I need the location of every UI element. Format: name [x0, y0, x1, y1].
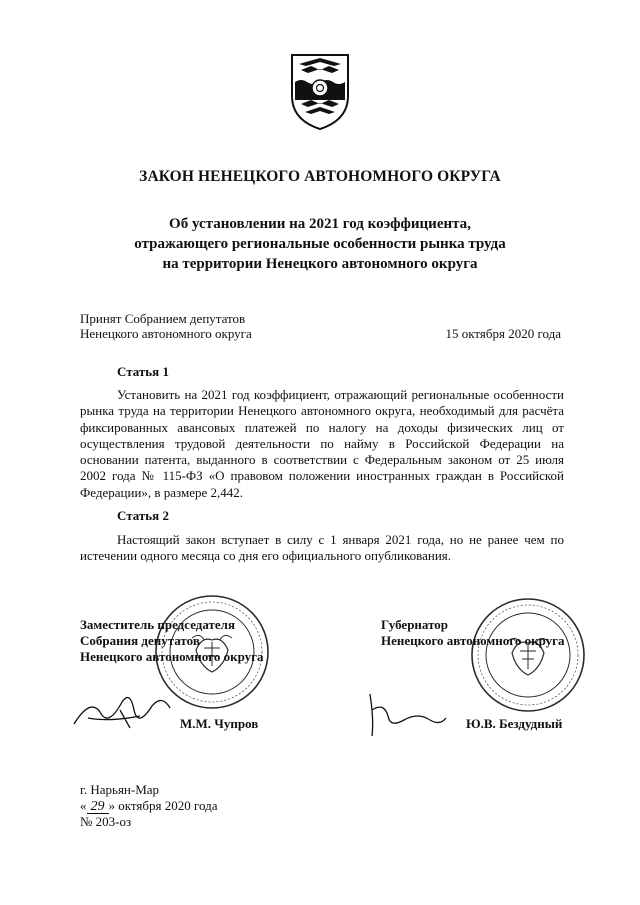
city: г. Нарьян-Мар [80, 782, 160, 797]
article-text: Установить на 2021 год коэффициент, отражающий региональные особенности рынка труда на территории Ненецкого автономного округа, необходимый для расчёта фиксированных авансовых платежей по налогу на доходы физических лиц от осуществления трудовой деятельности по найму в Российской Федерации на основании патента, выданного в соответствии с Федеральным законом от 25 июля 2002 года № 115-ФЗ «О правовом положении иностранных граждан в Российской Федерации», в размере 2,442. [80, 387, 564, 500]
right-seal-stamp [468, 595, 588, 715]
signing-date [80, 798, 218, 814]
right-handwritten-signature [360, 690, 450, 742]
law-title: ЗАКОН НЕНЕЦКОГО АВТОНОМНОГО ОКРУГА [139, 168, 501, 185]
article-text: Настоящий закон вступает в силу с 1 января 2021 года, но не ранее чем по истечении одного месяца со дня его официального опубликования. [80, 532, 564, 564]
adoption-date: 15 октября 2020 года [445, 326, 561, 341]
adoption-line: Принят Собранием депутатов [80, 311, 246, 326]
signatory-title-line: Губернатор [381, 617, 449, 632]
coat-of-arms-icon [289, 52, 351, 132]
date-open-quote: « [80, 798, 87, 813]
law-number: № 203-оз [80, 814, 132, 829]
date-rest: » октября 2020 года [108, 798, 218, 813]
signatory-title-line: Собрания депутатов [80, 633, 200, 648]
subject-line: Об установлении на 2021 год коэффициента, [169, 216, 471, 232]
signatory-title-line: Ненецкого автономного округа [381, 633, 565, 648]
document-footer [80, 782, 218, 830]
right-signatory-name: Ю.В. Бездудный [466, 716, 563, 731]
article-title: Статья 1 [117, 364, 169, 379]
date-day-handwritten: 29 [87, 800, 109, 814]
subject-line: отражающего региональные особенности рынка труда [134, 236, 506, 252]
signatory-title-line: Заместитель председателя [80, 617, 236, 632]
left-handwritten-signature [70, 688, 180, 736]
article-title: Статья 2 [117, 508, 169, 523]
left-signatory-title [80, 617, 264, 665]
signatory-title-line: Ненецкого автономного округа [80, 649, 264, 664]
right-signatory-title [381, 617, 565, 649]
adoption-line: Ненецкого автономного округа [80, 326, 252, 341]
left-signatory-name: М.М. Чупров [180, 716, 259, 731]
law-subject [80, 214, 560, 274]
subject-line: на территории Ненецкого автономного округа [162, 256, 478, 272]
